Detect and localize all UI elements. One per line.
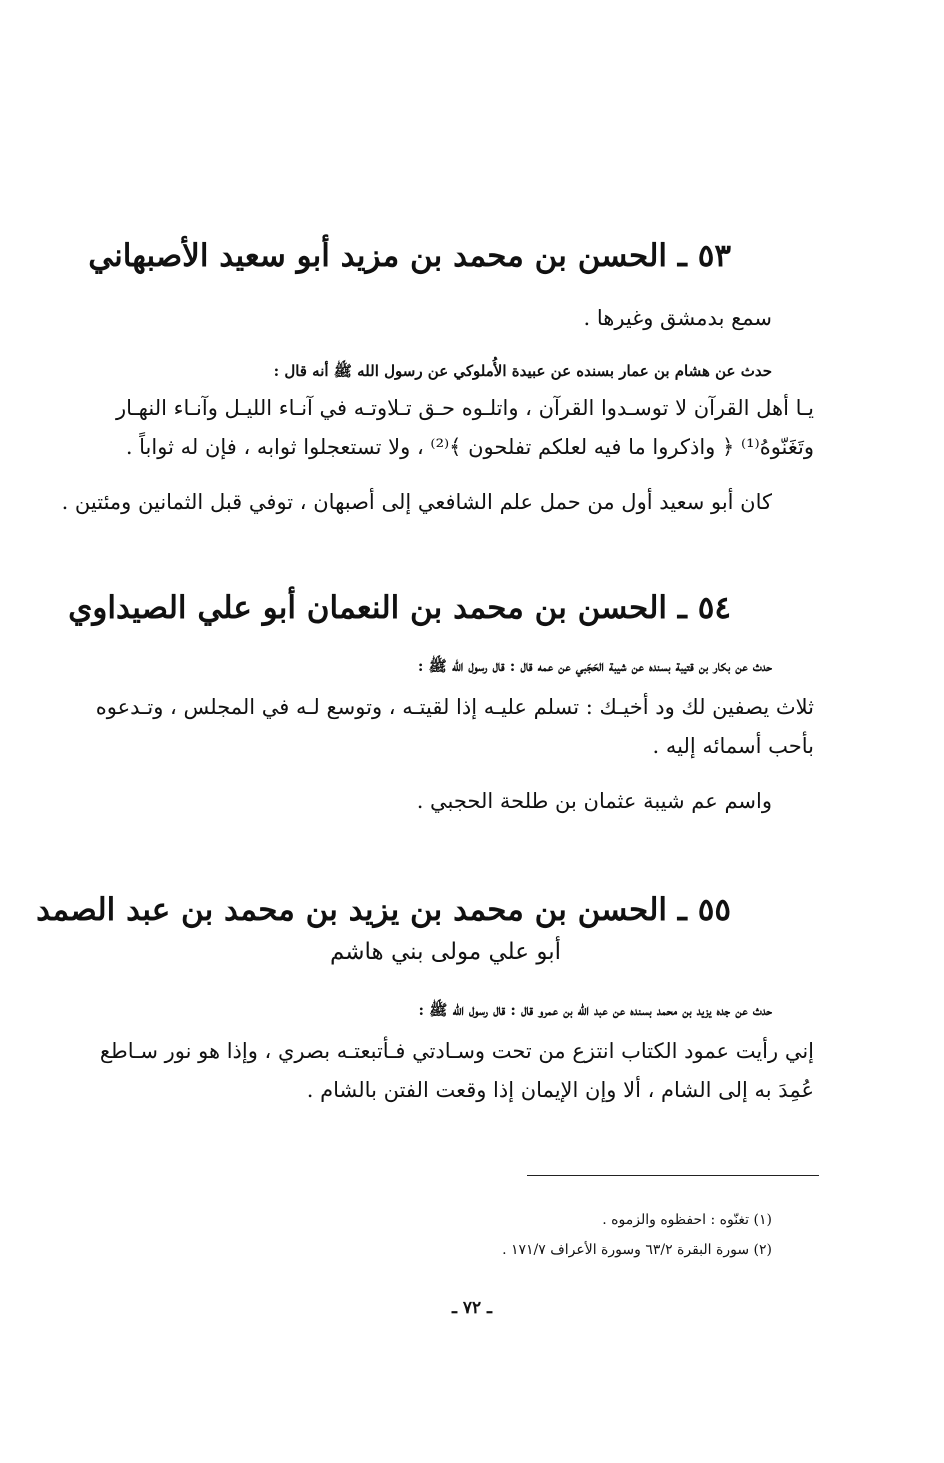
hadith-text-line: ثلاث يصفين لك ود أخيـك : تسلم عليـه إذا لقيتـه ، وتوسع لـه في المجلس ، وتـدعوه	[95, 695, 814, 719]
hadith-chain: حدث عن هشام بن عمار بسنده عن عبيدة الأُملوكي عن رسول الله ﷺ أنه قال :	[273, 362, 772, 380]
entry-note: كان أبو سعيد أول من حمل علم الشافعي إلى أصبهان ، توفي قبل الثمانين ومئتين .	[61, 490, 772, 514]
footnote-divider	[527, 1175, 819, 1176]
entry-title: ٥٥ ـ الحسن بن محمد بن يزيد بن محمد بن عبد الصمد	[36, 892, 731, 928]
entry-title: ٥٤ ـ الحسن بن محمد بن النعمان أبو علي الصيداوي	[68, 590, 731, 626]
page-number: ـ ٧٢ ـ	[451, 1298, 493, 1318]
entry-subtitle: أبو علي مولى بني هاشم	[329, 939, 561, 965]
hadith-chain: حدث عن بكار بن قتيبة بسنده عن شيبة الحَجَبي عن عمه قال : قال رسول الله ﷺ :	[417, 657, 772, 675]
footnote: (١) تغنّوه : احفظوه والزموه .	[602, 1212, 772, 1228]
hadith-text-line: عُمِدَ به إلى الشام ، ألا وإن الإيمان إذا وقعت الفتن بالشام .	[306, 1078, 814, 1102]
hadith-text-line: إني رأيت عمود الكتاب انتزع من تحت وسـادتي فـأتبعتـه بصري ، وإذا هو نور سـاطع	[99, 1039, 814, 1063]
entry-note: واسم عم شيبة عثمان بن طلحة الحجبي .	[416, 789, 772, 813]
hadith-text-line: يـا أهل القرآن لا توسـدوا القرآن ، واتلـوه حـق تـلاوتـه في آنـاء الليـل وآنـاء النهـار	[115, 396, 814, 420]
hadith-text-line: وتَغَنّوهُ⁽¹⁾ ﴿ واذكروا ما فيه لعلكم تفلحون ﴾⁽²⁾ ، ولا تستعجلوا ثوابه ، فإن له ثواباً .	[125, 435, 814, 459]
entry-title: ٥٣ ـ الحسن بن محمد بن مزيد أبو سعيد الأصبهاني	[88, 238, 731, 274]
hadith-chain: حدث عن جده يزيد بن محمد بسنده عن عبد الله بن عمرو قال : قال رسول الله ﷺ :	[418, 1001, 772, 1019]
footnote: (٢) سورة البقرة ٦٣/٢ وسورة الأعراف ١٧١/٧ .	[502, 1242, 772, 1258]
hadith-text-line: بأحب أسمائه إليه .	[652, 734, 814, 758]
entry-intro: سمع بدمشق وغيرها .	[583, 306, 772, 330]
